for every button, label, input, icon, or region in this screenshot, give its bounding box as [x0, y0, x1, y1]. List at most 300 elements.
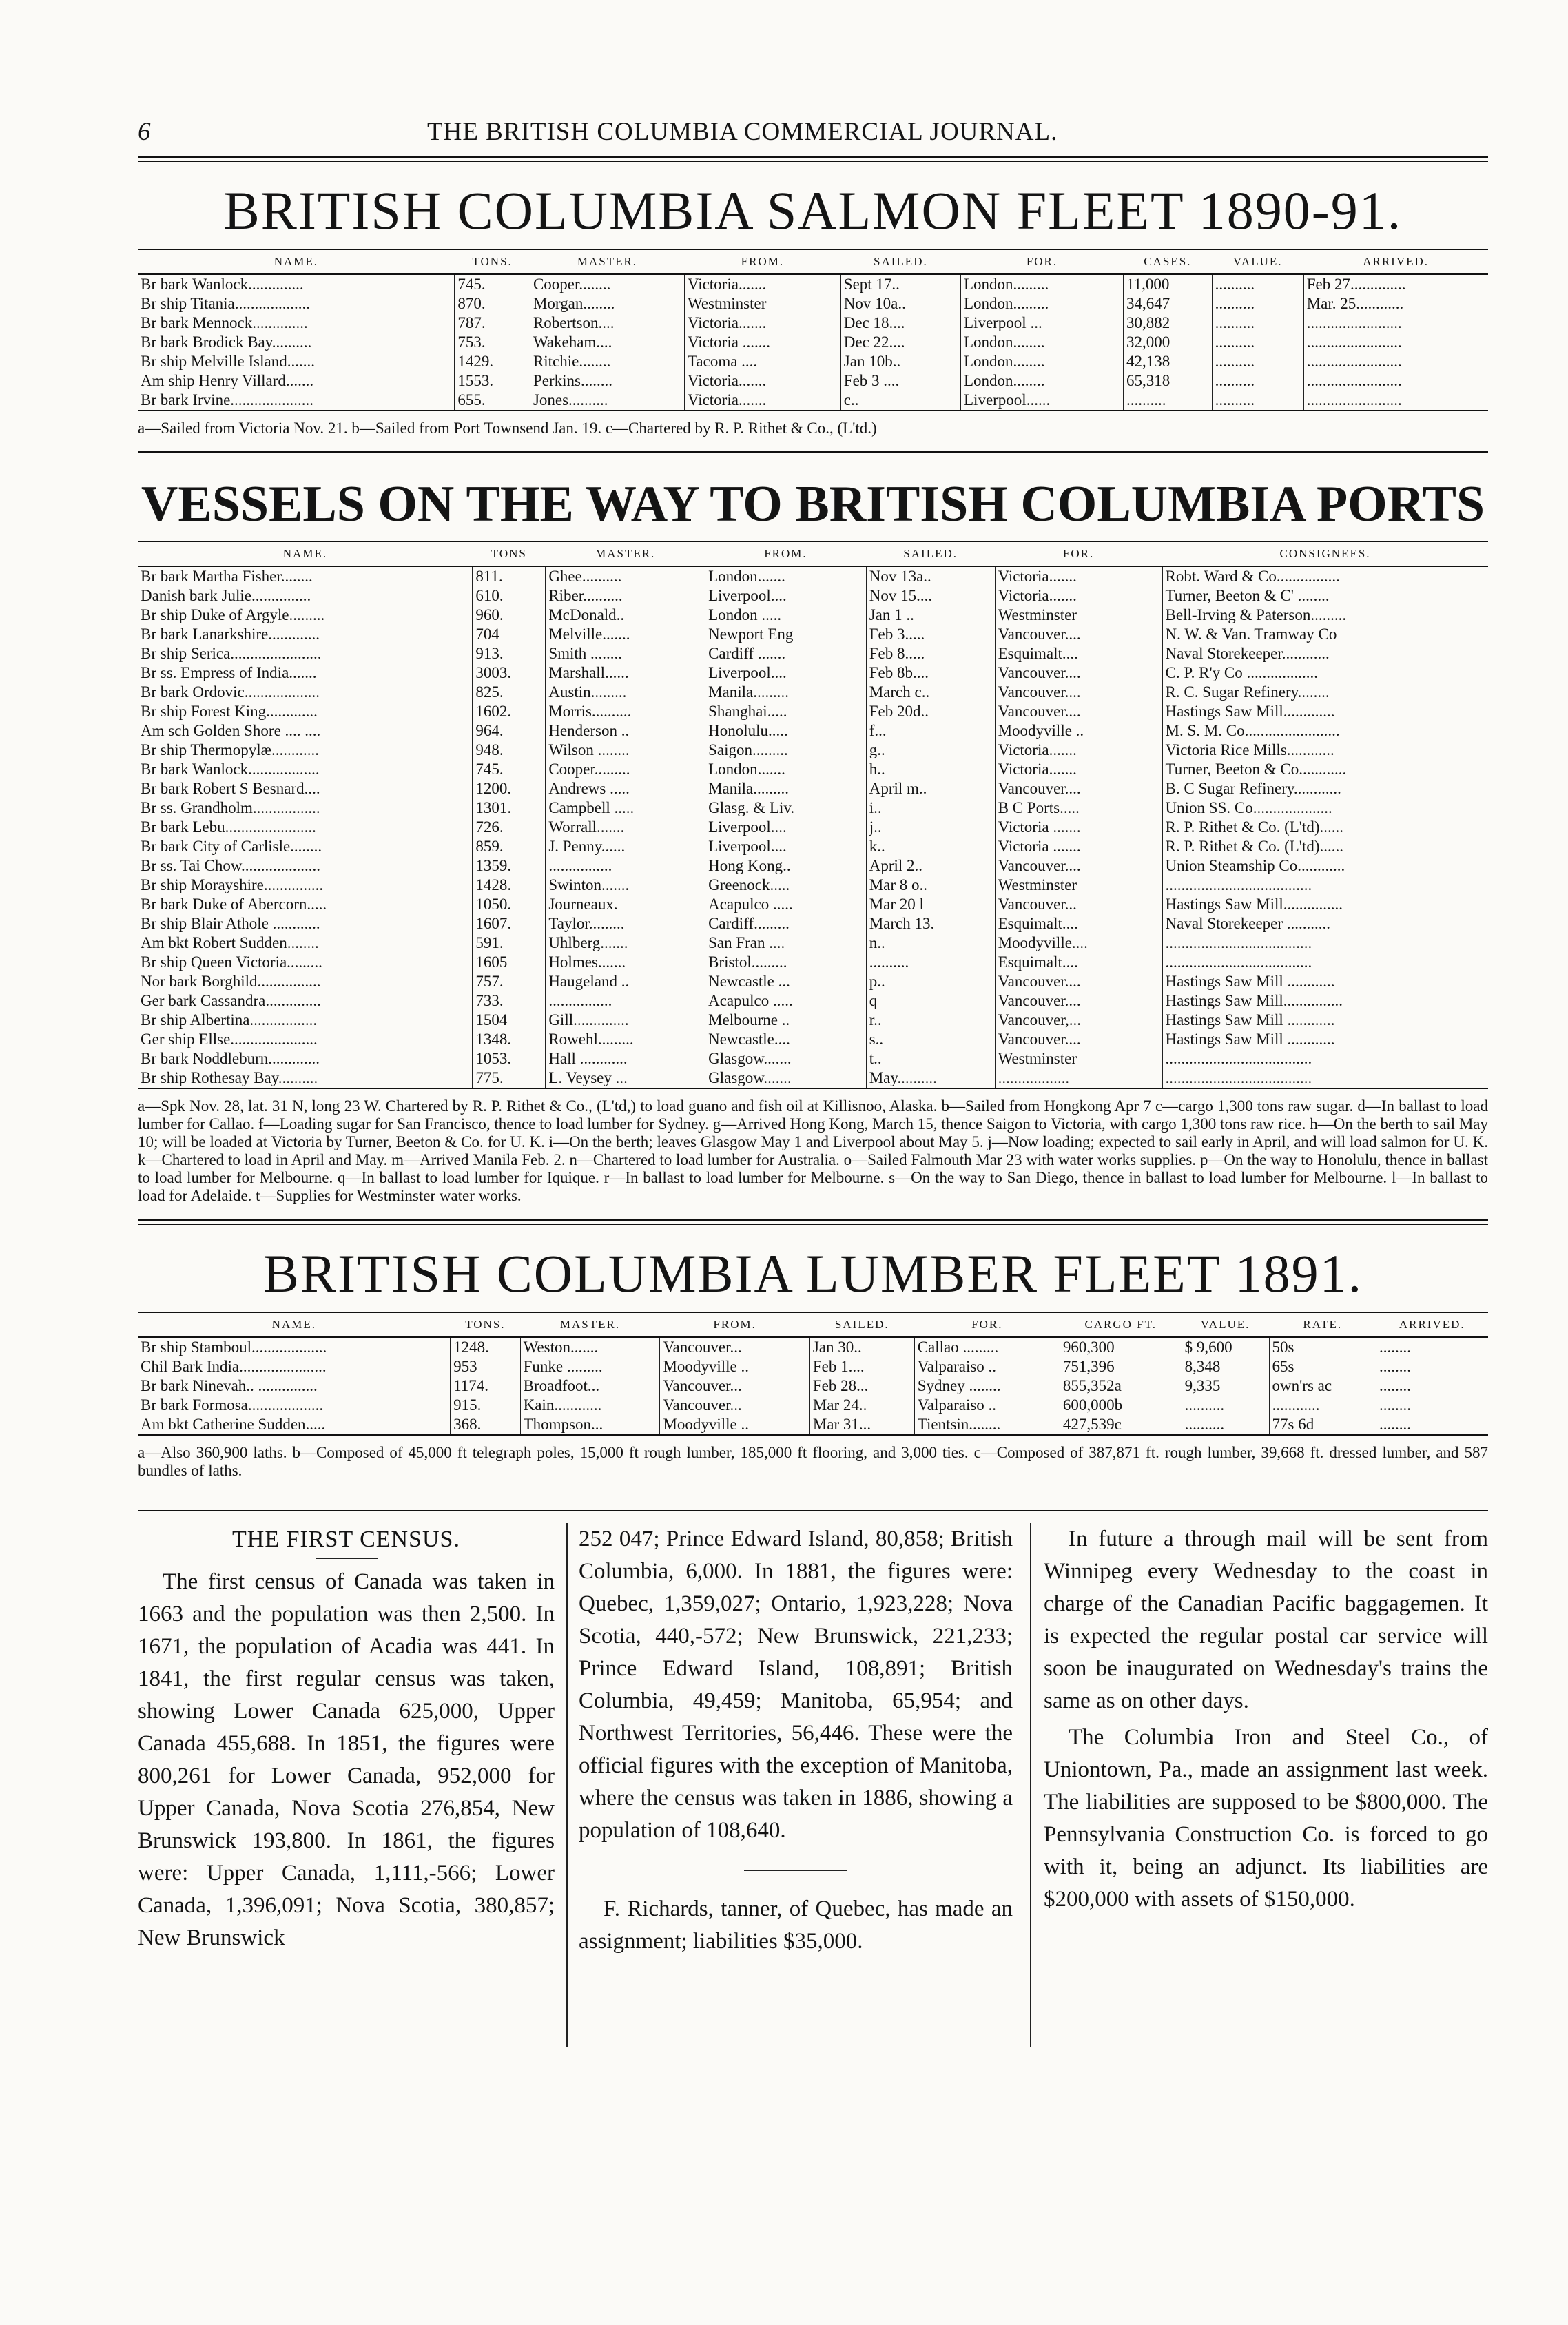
- table-cell: 811.: [473, 566, 546, 586]
- news-column: [1044, 1523, 1488, 1916]
- table-cell: Am bkt Catherine Sudden.....: [138, 1415, 451, 1435]
- column-header: FOR.: [961, 249, 1124, 274]
- table-cell: 655.: [455, 391, 530, 411]
- table-row: [138, 371, 1488, 391]
- table-cell: Naval Storekeeper ...........: [1162, 914, 1488, 933]
- table-cell: Melville.......: [546, 625, 705, 644]
- table-row: [138, 818, 1488, 837]
- table-row: [138, 625, 1488, 644]
- column-header: SAILED.: [840, 249, 960, 274]
- vessels-table: [138, 541, 1488, 1089]
- table-cell: London........: [961, 333, 1124, 352]
- table-cell: Liverpool....: [705, 837, 867, 856]
- table-cell: Vancouver....: [995, 683, 1162, 702]
- table-cell: Westminster: [995, 876, 1162, 895]
- table-cell: Br bark Ordovic...................: [141, 683, 320, 701]
- table-cell: Br ship Duke of Argyle.........: [141, 606, 325, 623]
- table-row: [138, 294, 1488, 313]
- table-cell: q: [866, 991, 995, 1011]
- table-cell: f...: [866, 721, 995, 741]
- salmon-fleet-title: BRITISH COLUMBIA SALMON FLEET 1890-91.: [223, 180, 1403, 240]
- table-cell: Hastings Saw Mill ............: [1162, 972, 1488, 991]
- table-cell: ........: [1376, 1337, 1489, 1357]
- table-cell: Cooper........: [530, 274, 684, 294]
- table-cell: Ger ship Ellse......................: [141, 1031, 318, 1048]
- table-cell: ..........: [1123, 391, 1212, 411]
- table-row: [138, 333, 1488, 352]
- table-cell: Moodyville ..: [660, 1415, 809, 1435]
- table-cell: r..: [866, 1011, 995, 1030]
- table-cell: Jan 30..: [809, 1337, 914, 1357]
- table-cell: Callao .........: [914, 1337, 1060, 1357]
- table-cell: Weston.......: [520, 1337, 660, 1357]
- column-header: ARRIVED.: [1303, 249, 1488, 274]
- table-cell: 591.: [473, 933, 546, 953]
- table-cell: 368.: [451, 1415, 520, 1435]
- table-cell: Newcastle....: [705, 1030, 867, 1049]
- table-cell: Austin.........: [546, 683, 705, 702]
- table-cell: Rowehl.........: [546, 1030, 705, 1049]
- table-row: [138, 972, 1488, 991]
- table-cell: 855,352a: [1060, 1376, 1182, 1396]
- table-cell: Moodyville....: [995, 933, 1162, 953]
- column-header: FOR.: [914, 1312, 1060, 1337]
- table-cell: .....................................: [1162, 1068, 1488, 1088]
- table-cell: Victoria Rice Mills............: [1162, 741, 1488, 760]
- table-cell: Liverpool ...: [961, 313, 1124, 333]
- table-cell: 3003.: [473, 663, 546, 683]
- table-cell: Br bark Wanlock..................: [141, 761, 320, 778]
- table-cell: j..: [866, 818, 995, 837]
- column-header: SAILED.: [866, 541, 995, 566]
- table-cell: h..: [866, 760, 995, 779]
- table-cell: Feb 8.....: [866, 644, 995, 663]
- table-row: [138, 566, 1488, 586]
- table-cell: Bell-Irving & Paterson.........: [1162, 606, 1488, 625]
- column-header: FOR.: [995, 541, 1162, 566]
- table-cell: Newport Eng: [705, 625, 867, 644]
- table-cell: 726.: [473, 818, 546, 837]
- table-cell: 1504: [473, 1011, 546, 1030]
- table-cell: g..: [866, 741, 995, 760]
- table-cell: London.......: [705, 760, 867, 779]
- table-cell: 1605: [473, 953, 546, 972]
- table-cell: 1301.: [473, 798, 546, 818]
- table-cell: 32,000: [1123, 333, 1212, 352]
- table-cell: Sydney ........: [914, 1376, 1060, 1396]
- table-cell: R. C. Sugar Refinery........: [1162, 683, 1488, 702]
- table-cell: Glasgow.......: [705, 1068, 867, 1088]
- table-cell: Feb 1....: [809, 1357, 914, 1376]
- table-cell: Holmes.......: [546, 953, 705, 972]
- table-row: [138, 953, 1488, 972]
- table-cell: Broadfoot...: [520, 1376, 660, 1396]
- table-cell: 77s 6d: [1269, 1415, 1376, 1435]
- table-row: [138, 1376, 1488, 1396]
- table-cell: Jones..........: [530, 391, 684, 411]
- census-text-2: 252 047; Prince Edward Island, 80,858; British Columbia, 6,000. In 1881, the figures were: Quebec, 1,359,027; Ontario, 1,923,228; Nova Scotia, 440,-572; New Brunswick, 221,233; Prince Edward Island, 108,891; British Columbia, 49,459; Manitoba, 65,954; and Northwest Territories, 56,446. These were the official figures with the exception of Manitoba, where the census was taken in 1886, showing a population of 108,640.: [579, 1527, 1013, 1843]
- table-cell: 1607.: [473, 914, 546, 933]
- table-cell: Nov 13a..: [866, 566, 995, 586]
- table-cell: Liverpool....: [705, 586, 867, 606]
- table-cell: Br ship Thermopylæ............: [141, 741, 319, 758]
- table-cell: c..: [840, 391, 960, 411]
- table-cell: 704: [473, 625, 546, 644]
- text-columns: [138, 1509, 1488, 2076]
- table-cell: Br ship Stamboul...................: [141, 1339, 327, 1356]
- table-cell: Mar 24..: [809, 1396, 914, 1415]
- table-cell: Mar 31...: [809, 1415, 914, 1435]
- table-cell: .....................................: [1162, 953, 1488, 972]
- table-cell: Br bark Lebu.......................: [141, 818, 316, 836]
- table-cell: ..........: [1212, 333, 1303, 352]
- table-row: [138, 606, 1488, 625]
- mail-item: In future a through mail will be sent from Winnipeg every Wednesday to the coast in charge of the Canadian Pacific baggagemen. It is expected the regular postal car service will soon be inaugurated on Wednesday's trains the same as on other days.: [1044, 1527, 1488, 1713]
- column-header: NAME.: [138, 1312, 451, 1337]
- table-cell: Danish bark Julie...............: [141, 587, 311, 604]
- column-header: NAME.: [138, 249, 455, 274]
- table-cell: Jan 10b..: [840, 352, 960, 371]
- table-cell: Br bark Duke of Abercorn.....: [141, 896, 327, 913]
- table-cell: Br ship Albertina.................: [141, 1011, 318, 1029]
- columbia-iron-item: The Columbia Iron and Steel Co., of Uniontown, Pa., made an assignment last week. The liabilities are supposed to be $800,000. The Pennsylvania Construction Co. is forced to go with it, being an adjunct. Its liabilities are $200,000 with assets of $150,000.: [1044, 1725, 1488, 1912]
- table-cell: N. W. & Van. Tramway Co: [1162, 625, 1488, 644]
- table-cell: Chil Bark India......................: [141, 1358, 327, 1375]
- journal-title: THE BRITISH COLUMBIA COMMERCIAL JOURNAL.: [427, 118, 1058, 146]
- salmon-fleet-table: [138, 249, 1488, 411]
- table-cell: Vancouver....: [995, 663, 1162, 683]
- table-cell: C. P. R'y Co ..................: [1162, 663, 1488, 683]
- table-cell: Vancouver,...: [995, 1011, 1162, 1030]
- table-cell: Br bark Martha Fisher........: [141, 568, 313, 585]
- table-cell: Hastings Saw Mill ............: [1162, 1030, 1488, 1049]
- table-cell: Br ship Forest King.............: [141, 703, 318, 720]
- lumber-fleet-title: BRITISH COLUMBIA LUMBER FLEET 1891.: [262, 1243, 1363, 1303]
- table-cell: Glasg. & Liv.: [705, 798, 867, 818]
- table-cell: Liverpool......: [961, 391, 1124, 411]
- column-header: TONS: [473, 541, 546, 566]
- table-cell: 9,335: [1182, 1376, 1269, 1396]
- table-row: [138, 1030, 1488, 1049]
- table-cell: Journeaux.: [546, 895, 705, 914]
- table-cell: 610.: [473, 586, 546, 606]
- table-cell: Br ship Rothesay Bay..........: [138, 1068, 473, 1088]
- table-cell: J. Penny......: [546, 837, 705, 856]
- table-cell: 751,396: [1060, 1357, 1182, 1376]
- table-cell: Br bark Mennock..............: [141, 314, 308, 331]
- table-cell: Mar 8 o..: [866, 876, 995, 895]
- table-row: [138, 721, 1488, 741]
- table-cell: B C Ports.....: [995, 798, 1162, 818]
- table-cell: 859.: [473, 837, 546, 856]
- table-cell: Br ship Morayshire...............: [141, 876, 324, 893]
- column-header: ARRIVED.: [1376, 1312, 1489, 1337]
- table-cell: Kain............: [520, 1396, 660, 1415]
- vessels-section: [138, 475, 1488, 1205]
- table-cell: Hastings Saw Mill...............: [1162, 991, 1488, 1011]
- table-cell: M. S. M. Co........................: [1162, 721, 1488, 741]
- table-row: [138, 876, 1488, 895]
- table-cell: Mar. 25............: [1303, 294, 1488, 313]
- salmon-fleet-notes: a—Sailed from Victoria Nov. 21. b—Sailed from Port Townsend Jan. 19. c—Chartered by R. P. Rithet & Co., (L'td.): [138, 420, 877, 437]
- table-cell: 1050.: [473, 895, 546, 914]
- table-cell: B. C Sugar Refinery............: [1162, 779, 1488, 798]
- table-cell: Westminster: [995, 606, 1162, 625]
- census-title: THE FIRST CENSUS.: [232, 1527, 460, 1552]
- table-cell: Vancouver....: [995, 991, 1162, 1011]
- table-cell: Wakeham....: [530, 333, 684, 352]
- table-cell: Moodyville ..: [660, 1357, 809, 1376]
- table-cell: Haugeland ..: [546, 972, 705, 991]
- table-cell: Br bark Wanlock..............: [141, 276, 304, 293]
- table-cell: 65s: [1269, 1357, 1376, 1376]
- table-cell: Vancouver....: [995, 856, 1162, 876]
- table-cell: ..........: [1212, 274, 1303, 294]
- table-row: [138, 914, 1488, 933]
- table-row: [138, 1011, 1488, 1030]
- table-cell: Liverpool....: [705, 663, 867, 683]
- table-cell: ............: [1269, 1396, 1376, 1415]
- vessels-notes: a—Spk Nov. 28, lat. 31 N, long 23 W. Chartered by R. P. Rithet & Co., (L'td,) to load guano and fish oil at Killisnoo, Alaska. b—Sailed from Hongkong Apr 7 c—cargo 1,300 tons raw sugar. d—In ballast to load lumber for Callao. f—Loading sugar for San Francisco, thence to load lumber for Sydney. g—Arrived Hong Kong, March 15, thence Saigon to Victoria, with cargo 1,300 tons raw rice. h—On the berth to sail May 10; will be loaded at Victoria by Turner, Beeton & Co. for U. K. i—On the berth; leaves Glasgow May 1 and Liverpool about May 5. j—Now loading; expected to sail early in April, and will load salmon for U. K. k—Chartered to load in April and May. m—Arrived Manila Feb. 2. n—Chartered to load lumber for Australia. o—Sailed Falmouth Mar 23 with water works supplies. p—On the way to Honolulu, thence in ballast to load lumber for Melbourne. q—In ballast to load lumber for Iquique. r—In ballast to load lumber for Melbourne. s—On the way to San Diego, thence in ballast to load lumber for Melbourne. l—In ballast to load for Adelaide. t—Supplies for Westminster water works.: [138, 1097, 1488, 1204]
- table-cell: Taylor.........: [546, 914, 705, 933]
- table-cell: ..........: [1212, 313, 1303, 333]
- table-cell: Br ship Blair Athole ............: [141, 915, 320, 932]
- table-cell: Ger bark Cassandra..............: [141, 992, 321, 1009]
- table-cell: ..........: [1212, 371, 1303, 391]
- table-cell: Esquimalt....: [995, 914, 1162, 933]
- table-row: [138, 1396, 1488, 1415]
- column-header: FROM.: [684, 249, 840, 274]
- table-row: [138, 683, 1488, 702]
- table-cell: Perkins........: [530, 371, 684, 391]
- table-cell: Dec 18....: [840, 313, 960, 333]
- table-cell: Victoria.......: [684, 391, 840, 411]
- table-cell: Greenock.....: [705, 876, 867, 895]
- table-cell: Turner, Beeton & C' ........: [1162, 586, 1488, 606]
- table-cell: ........: [1376, 1415, 1489, 1435]
- table-cell: ................: [546, 991, 705, 1011]
- table-cell: ........: [1376, 1357, 1489, 1376]
- table-cell: Vancouver....: [995, 779, 1162, 798]
- table-cell: Victoria.......: [995, 586, 1162, 606]
- table-cell: Ghee..........: [546, 566, 705, 586]
- table-cell: Jan 1 ..: [866, 606, 995, 625]
- table-cell: Cooper.........: [546, 760, 705, 779]
- table-cell: Dec 22....: [840, 333, 960, 352]
- table-cell: L. Veysey ...: [546, 1068, 705, 1088]
- table-cell: Robertson....: [530, 313, 684, 333]
- table-cell: ..........: [1182, 1396, 1269, 1415]
- table-cell: ........................: [1303, 313, 1488, 333]
- census-column-1: [138, 1523, 555, 1954]
- table-cell: Sept 17..: [840, 274, 960, 294]
- table-cell: 745.: [473, 760, 546, 779]
- table-cell: Wilson ........: [546, 741, 705, 760]
- table-cell: Hastings Saw Mill.............: [1162, 702, 1488, 721]
- page-header: [138, 110, 1488, 152]
- table-cell: Ritchie........: [530, 352, 684, 371]
- table-cell: 1248.: [451, 1337, 520, 1357]
- table-cell: Vancouver....: [995, 625, 1162, 644]
- table-cell: Liverpool....: [705, 818, 867, 837]
- table-row: [138, 702, 1488, 721]
- table-row: [138, 1415, 1488, 1435]
- table-cell: Br bark Formosa...................: [141, 1396, 324, 1414]
- column-header: MASTER.: [520, 1312, 660, 1337]
- table-cell: Manila.........: [705, 683, 867, 702]
- table-cell: Hastings Saw Mill...............: [1162, 895, 1488, 914]
- table-cell: Bristol.........: [705, 953, 867, 972]
- table-cell: March 13.: [866, 914, 995, 933]
- table-cell: 50s: [1269, 1337, 1376, 1357]
- table-cell: Union SS. Co....................: [1162, 798, 1488, 818]
- table-cell: London........: [961, 371, 1124, 391]
- table-row: [138, 741, 1488, 760]
- table-cell: Marshall......: [546, 663, 705, 683]
- table-cell: 948.: [473, 741, 546, 760]
- table-cell: 960.: [473, 606, 546, 625]
- salmon-fleet-section: [138, 180, 1488, 437]
- table-cell: Saigon.........: [705, 741, 867, 760]
- table-cell: Feb 3 ....: [840, 371, 960, 391]
- table-row: [138, 1049, 1488, 1068]
- column-header: CARGO FT.: [1060, 1312, 1182, 1337]
- table-cell: 427,539c: [1060, 1415, 1182, 1435]
- table-cell: 1174.: [451, 1376, 520, 1396]
- table-row: [138, 1068, 1488, 1088]
- table-cell: 775.: [473, 1068, 546, 1088]
- table-cell: London.......: [705, 566, 867, 586]
- table-cell: 1428.: [473, 876, 546, 895]
- table-cell: ..................: [995, 1068, 1162, 1088]
- table-cell: 30,882: [1123, 313, 1212, 333]
- table-cell: 953: [451, 1357, 520, 1376]
- vessels-title: VESSELS ON THE WAY TO BRITISH COLUMBIA PORTS: [141, 476, 1485, 533]
- table-cell: ..........: [1212, 352, 1303, 371]
- table-cell: 964.: [473, 721, 546, 741]
- column-header: TONS.: [451, 1312, 520, 1337]
- table-cell: Tacoma ....: [684, 352, 840, 371]
- table-cell: Riber..........: [546, 586, 705, 606]
- page-number: 6: [138, 118, 152, 146]
- table-cell: i..: [866, 798, 995, 818]
- table-cell: Hall ............: [546, 1049, 705, 1068]
- table-cell: Br ss. Grandholm.................: [141, 799, 320, 816]
- table-cell: Am sch Golden Shore .... ....: [141, 722, 321, 739]
- column-header: FROM.: [660, 1312, 809, 1337]
- table-cell: ........: [1376, 1396, 1489, 1415]
- table-cell: Turner, Beeton & Co............: [1162, 760, 1488, 779]
- table-cell: Victoria.......: [995, 566, 1162, 586]
- table-cell: 960,300: [1060, 1337, 1182, 1357]
- table-cell: $ 9,600: [1182, 1337, 1269, 1357]
- table-cell: Victoria.......: [684, 313, 840, 333]
- table-cell: Acapulco .....: [705, 895, 867, 914]
- table-cell: Vancouver....: [995, 972, 1162, 991]
- table-cell: ..........: [1212, 294, 1303, 313]
- lumber-fleet-table: [138, 1312, 1488, 1436]
- table-cell: Am bkt Robert Sudden........: [141, 934, 319, 951]
- table-cell: 825.: [473, 683, 546, 702]
- richards-item: F. Richards, tanner, of Quebec, has made an assignment; liabilities $35,000.: [579, 1897, 1013, 1954]
- table-row: [138, 663, 1488, 683]
- table-cell: ..........: [1212, 391, 1303, 411]
- table-cell: 787.: [455, 313, 530, 333]
- table-cell: ........................: [1303, 391, 1488, 411]
- table-cell: Vancouver....: [995, 702, 1162, 721]
- table-cell: 1602.: [473, 702, 546, 721]
- table-cell: 733.: [473, 991, 546, 1011]
- table-cell: 600,000b: [1060, 1396, 1182, 1415]
- table-cell: Victoria.......: [684, 274, 840, 294]
- table-cell: Victoria .......: [995, 818, 1162, 837]
- table-cell: own'rs ac: [1269, 1376, 1376, 1396]
- table-cell: Westminster: [995, 1049, 1162, 1068]
- table-cell: Uhlberg.......: [546, 933, 705, 953]
- table-cell: Newcastle ...: [705, 972, 867, 991]
- table-cell: London.........: [961, 274, 1124, 294]
- table-cell: Feb 28...: [809, 1376, 914, 1396]
- table-cell: Funke .........: [520, 1357, 660, 1376]
- table-row: [138, 313, 1488, 333]
- table-cell: .....................................: [1162, 933, 1488, 953]
- column-header: MASTER.: [530, 249, 684, 274]
- table-cell: Cardiff .......: [705, 644, 867, 663]
- table-cell: Mar 20 l: [866, 895, 995, 914]
- table-cell: 915.: [451, 1396, 520, 1415]
- table-cell: Am ship Henry Villard.......: [141, 372, 314, 389]
- table-cell: March c..: [866, 683, 995, 702]
- table-cell: 1348.: [473, 1030, 546, 1049]
- table-cell: Victoria.......: [684, 371, 840, 391]
- column-header: MASTER.: [546, 541, 705, 566]
- table-cell: 913.: [473, 644, 546, 663]
- table-cell: Honolulu.....: [705, 721, 867, 741]
- table-cell: Andrews .....: [546, 779, 705, 798]
- table-cell: Br ship Melville Island.......: [141, 353, 315, 370]
- table-cell: Victoria .......: [684, 333, 840, 352]
- table-row: [138, 760, 1488, 779]
- table-cell: Melbourne ..: [705, 1011, 867, 1030]
- table-cell: ........: [1376, 1376, 1489, 1396]
- column-header: CONSIGNEES.: [1162, 541, 1488, 566]
- table-cell: Naval Storekeeper............: [1162, 644, 1488, 663]
- table-cell: Br bark Noddleburn.............: [141, 1050, 320, 1067]
- table-cell: Hastings Saw Mill ............: [1162, 1011, 1488, 1030]
- table-row: [138, 991, 1488, 1011]
- column-header: VALUE.: [1212, 249, 1303, 274]
- table-cell: Victoria.......: [995, 741, 1162, 760]
- table-row: [138, 1357, 1488, 1376]
- table-row: [138, 586, 1488, 606]
- table-row: [138, 274, 1488, 294]
- table-cell: 1429.: [455, 352, 530, 371]
- table-cell: Morgan........: [530, 294, 684, 313]
- table-cell: Swinton.......: [546, 876, 705, 895]
- table-cell: Vancouver...: [660, 1376, 809, 1396]
- table-cell: Manila.........: [705, 779, 867, 798]
- table-cell: Br bark Ninevah.. ...............: [141, 1377, 318, 1394]
- table-cell: ........................: [1303, 352, 1488, 371]
- table-cell: Br bark Lanarkshire.............: [141, 626, 320, 643]
- table-cell: Br ss. Empress of India.......: [141, 664, 317, 681]
- column-header: TONS.: [455, 249, 530, 274]
- table-cell: Henderson ..: [546, 721, 705, 741]
- section-rule: [138, 451, 1488, 457]
- table-cell: Moodyville ..: [995, 721, 1162, 741]
- table-cell: 11,000: [1123, 274, 1212, 294]
- table-cell: Feb 8b....: [866, 663, 995, 683]
